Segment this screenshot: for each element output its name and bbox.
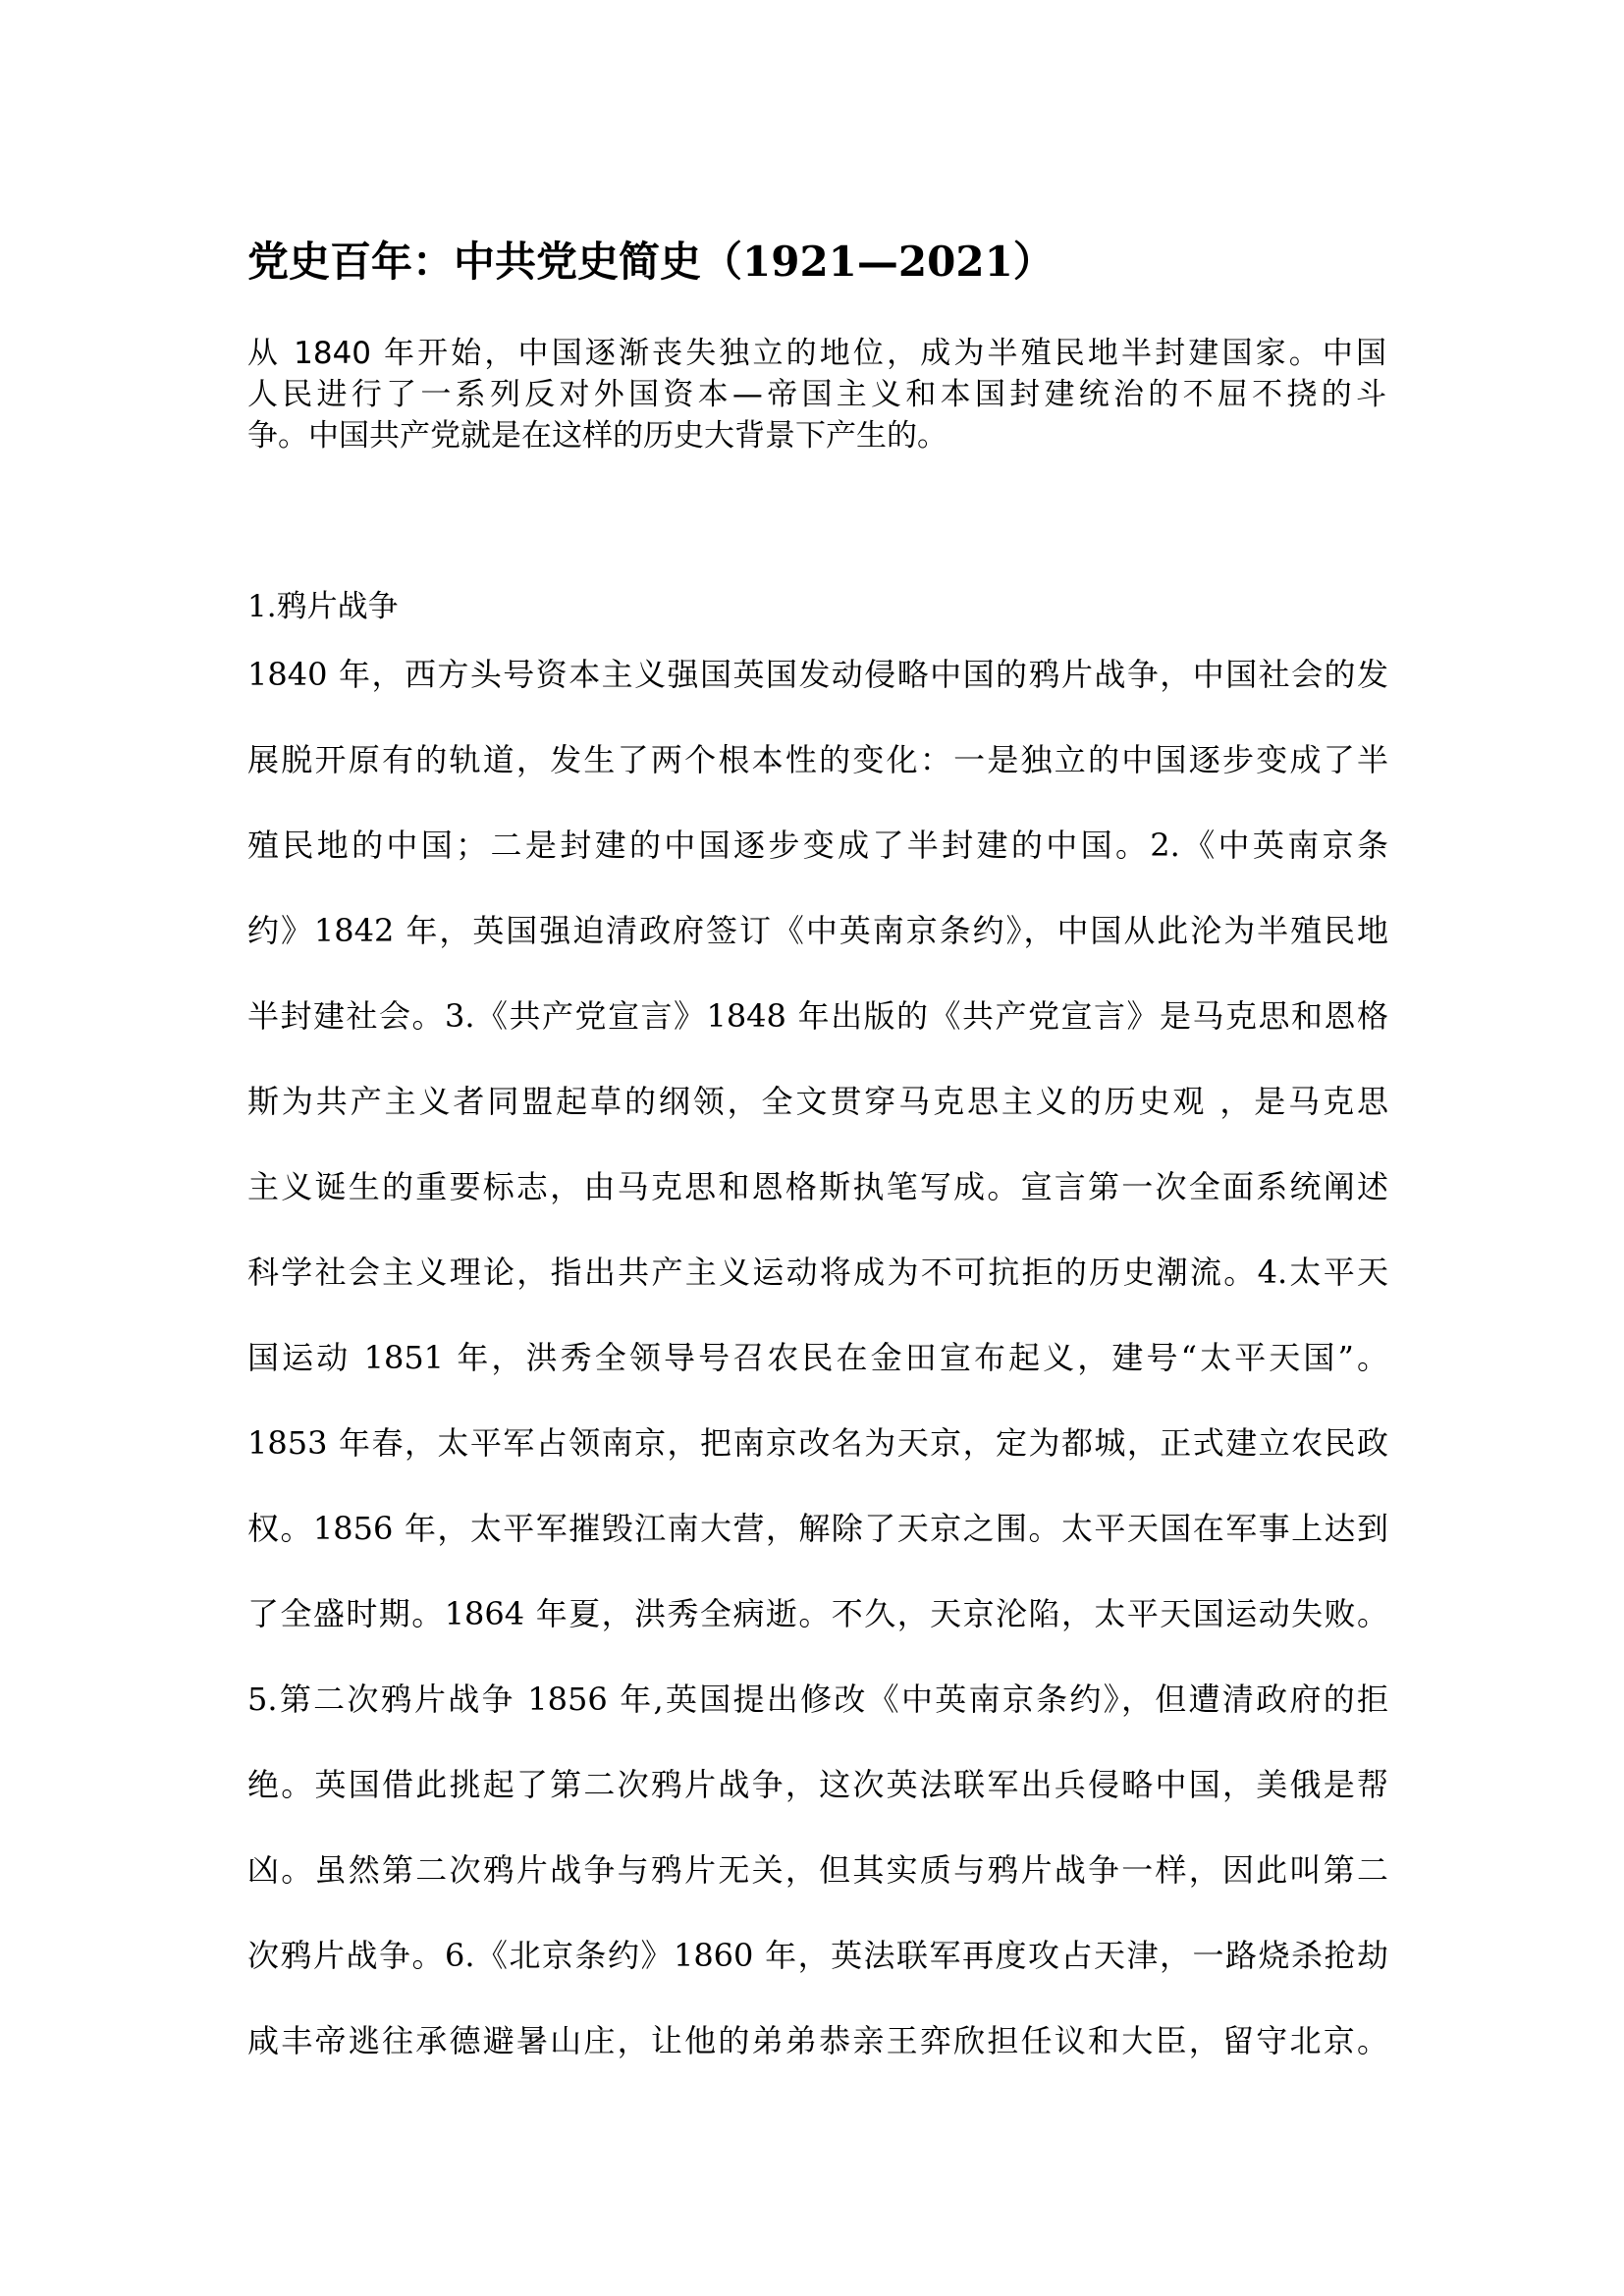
section-heading: 1.鸦片战争 xyxy=(247,589,399,624)
body-line: 5.第二次鸦片战争 1856 年,英国提出修改《中英南京条约》，但遭清政府的拒 xyxy=(247,1681,1388,1718)
body-line: 凶。虽然第二次鸦片战争与鸦片无关，但其实质与鸦片战争一样，因此叫第二 xyxy=(247,1851,1388,1889)
body-line: 科学社会主义理论，指出共产主义运动将成为不可抗拒的历史潮流。4.太平天 xyxy=(247,1254,1388,1291)
body-line: 咸丰帝逃往承德避暑山庄，让他的弟弟恭亲王弈欣担任议和大臣，留守北京。 xyxy=(247,2022,1388,2059)
body-line: 约》1842 年，英国强迫清政府签订《中英南京条约》，中国从此沦为半殖民地 xyxy=(247,912,1388,949)
body-line: 1840 年，西方头号资本主义强国英国发动侵略中国的鸦片战争，中国社会的发 xyxy=(247,656,1388,693)
body-line: 绝。英国借此挑起了第二次鸦片战争，这次英法联军出兵侵略中国，美俄是帮 xyxy=(247,1766,1388,1803)
body-line: 国运动 1851 年，洪秀全领导号召农民在金田宣布起义，建号“太平天国”。 xyxy=(247,1339,1388,1376)
body-line: 1853 年春，太平军占领南京，把南京改名为天京，定为都城，正式建立农民政 xyxy=(247,1424,1388,1462)
body-line: 斯为共产主义者同盟起草的纲领，全文贯穿马克思主义的历史观 ，是马克思 xyxy=(247,1083,1388,1120)
body-line: 主义诞生的重要标志，由马克思和恩格斯执笔写成。宣言第一次全面系统阐述 xyxy=(247,1168,1388,1205)
body-line: 权。1856 年，太平军摧毁江南大营，解除了天京之围。太平天国在军事上达到 xyxy=(247,1510,1388,1547)
body-line: 了全盛时期。1864 年夏，洪秀全病逝。不久，天京沦陷，太平天国运动失败。 xyxy=(247,1595,1388,1632)
intro-line: 争。中国共产党就是在这样的历史大背景下产生的。 xyxy=(247,418,947,454)
intro-line: 人民进行了一系列反对外国资本—帝国主义和本国封建统治的不屈不挠的斗 xyxy=(247,377,1386,412)
body-line: 半封建社会。3.《共产党宣言》1848 年出版的《共产党宣言》是马克思和恩格 xyxy=(247,997,1388,1035)
body-line: 展脱开原有的轨道，发生了两个根本性的变化：一是独立的中国逐步变成了半 xyxy=(247,741,1388,778)
body-line: 殖民地的中国；二是封建的中国逐步变成了半封建的中国。2.《中英南京条 xyxy=(247,827,1388,864)
document-title: 党史百年：中共党史简史（1921—2021） xyxy=(247,238,1055,286)
body-line: 次鸦片战争。6.《北京条约》1860 年，英法联军再度攻占天津，一路烧杀抢劫 xyxy=(247,1937,1388,1974)
intro-line: 从 1840 年开始，中国逐渐丧失独立的地位，成为半殖民地半封建国家。中国 xyxy=(247,336,1386,371)
